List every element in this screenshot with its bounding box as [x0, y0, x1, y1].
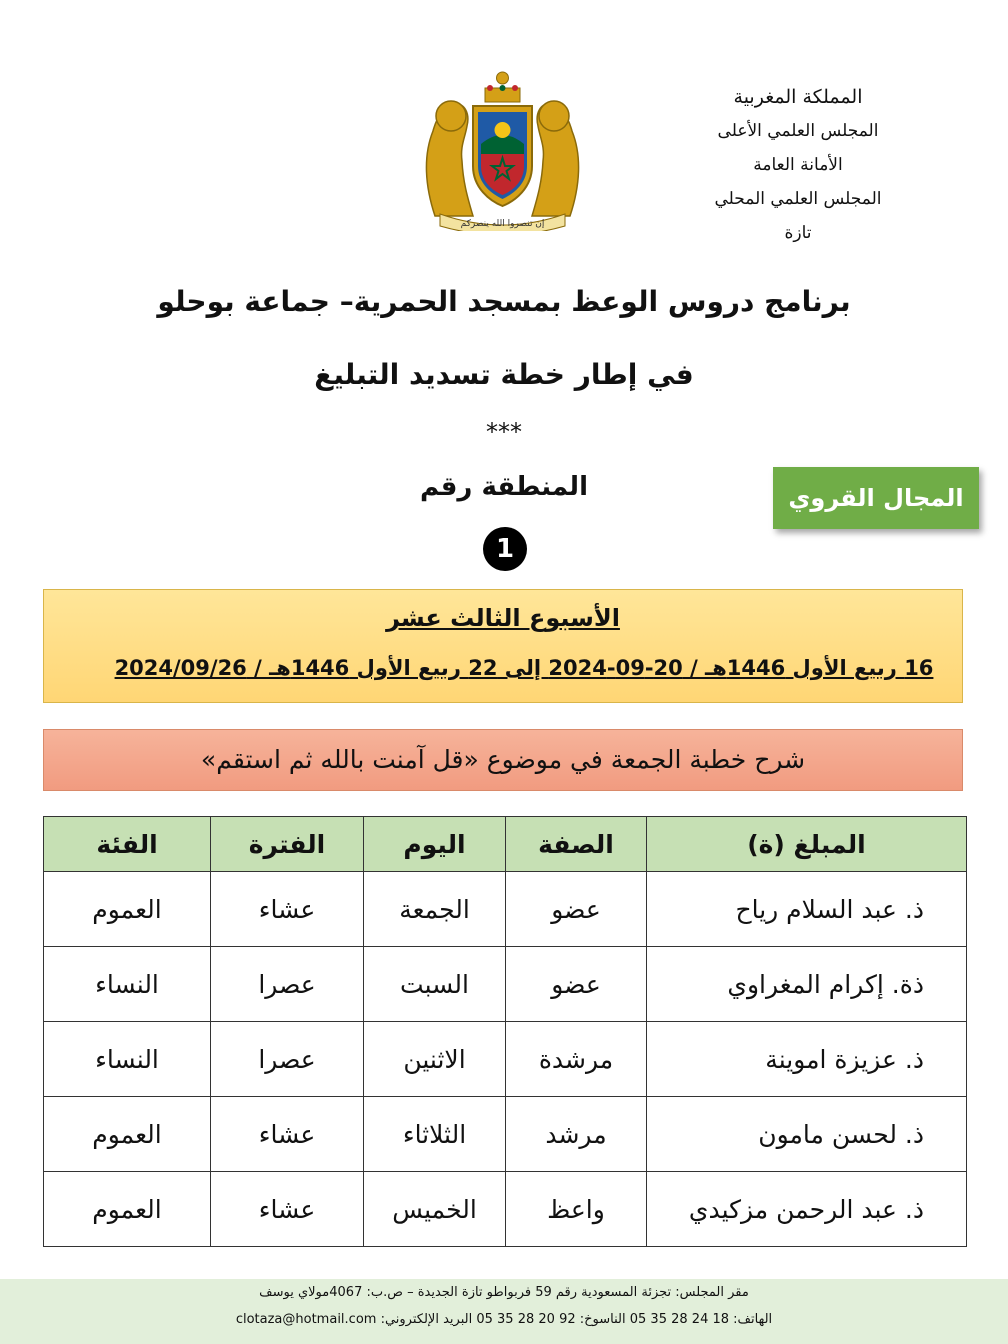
column-header-preacher: المبلغ (ة) [647, 817, 967, 872]
session-period: عصرا [211, 947, 364, 1022]
week-title: الأسبوع الثالث عشر [386, 604, 620, 632]
coat-of-arms-logo [415, 66, 590, 231]
table-row [44, 1172, 967, 1247]
table-header-row [44, 817, 967, 872]
title-separator: *** [486, 418, 522, 446]
region-number-badge: 1 [483, 527, 527, 571]
table-row [44, 1097, 967, 1172]
footer-address: مقر المجلس: تجزئة المسعودية رقم 59 فربواطو تازة الجديدة – ص.ب: 4067مولاي يوسف [259, 1285, 749, 1300]
session-day: الخميس [364, 1172, 506, 1247]
session-period: عصرا [211, 1022, 364, 1097]
preacher-role: عضو [506, 872, 647, 947]
session-audience: النساء [44, 947, 211, 1022]
preacher-name: ذ. عبد السلام رياح [647, 872, 967, 947]
week-dates: 16 ربيع الأول 1446هـ / 20-09-2024 إلى 22 ربيع الأول 1446هـ / 2024/09/26 [114, 656, 934, 680]
organization-header [688, 80, 908, 250]
preacher-name: ذ. لحسن مامون [647, 1097, 967, 1172]
column-header-day: اليوم [364, 817, 506, 872]
table-row [44, 1022, 967, 1097]
preacher-role: واعظ [506, 1172, 647, 1247]
rural-domain-badge: المجال القروي [773, 467, 979, 529]
session-audience: النساء [44, 1022, 211, 1097]
emblem-motto: إن تنصروا الله ينصركم [460, 219, 545, 229]
org-line-kingdom: المملكة المغربية [733, 86, 863, 108]
session-audience: العموم [44, 872, 211, 947]
preacher-name: ذ. عزيزة اموينة [647, 1022, 967, 1097]
session-audience: العموم [44, 1172, 211, 1247]
column-header-role: الصفة [506, 817, 647, 872]
org-line-secretariat: الأمانة العامة [753, 155, 843, 175]
table-row [44, 872, 967, 947]
region-label: المنطقة رقم [420, 472, 588, 502]
preacher-name: ذ. عبد الرحمن مزكيدي [647, 1172, 967, 1247]
preacher-role: عضو [506, 947, 647, 1022]
session-period: عشاء [211, 1097, 364, 1172]
sermon-topic-box [43, 729, 963, 791]
sermon-topic: شرح خطبة الجمعة في موضوع «قل آمنت بالله ثم استقم» [200, 745, 806, 774]
week-info-box [43, 589, 963, 703]
column-header-period: الفترة [211, 817, 364, 872]
session-day: الجمعة [364, 872, 506, 947]
session-day: الثلاثاء [364, 1097, 506, 1172]
org-line-supreme-council: المجلس العلمي الأعلى [717, 121, 879, 141]
preacher-role: مرشد [506, 1097, 647, 1172]
footer-contacts: الهاتف: 18 24 28 35 05 الناسوخ: 92 20 28 35 05 البريد الإلكتروني: clotaza@hotmail.com [235, 1312, 773, 1327]
footer [0, 1279, 1008, 1344]
session-day: السبت [364, 947, 506, 1022]
session-period: عشاء [211, 872, 364, 947]
preacher-role: مرشدة [506, 1022, 647, 1097]
preacher-name: ذة. إكرام المغراوي [647, 947, 967, 1022]
table-row [44, 947, 967, 1022]
program-subtitle: في إطار خطة تسديد التبليغ [314, 358, 694, 391]
org-line-local-council: المجلس العلمي المحلي [714, 189, 882, 209]
session-day: الاثنين [364, 1022, 506, 1097]
org-line-city: تازة [784, 223, 812, 243]
column-header-audience: الفئة [44, 817, 211, 872]
session-period: عشاء [211, 1172, 364, 1247]
program-title: برنامج دروس الوعظ بمسجد الحمرية– جماعة بوحلو [157, 285, 851, 318]
preachers-schedule-table [43, 816, 967, 1247]
session-audience: العموم [44, 1097, 211, 1172]
